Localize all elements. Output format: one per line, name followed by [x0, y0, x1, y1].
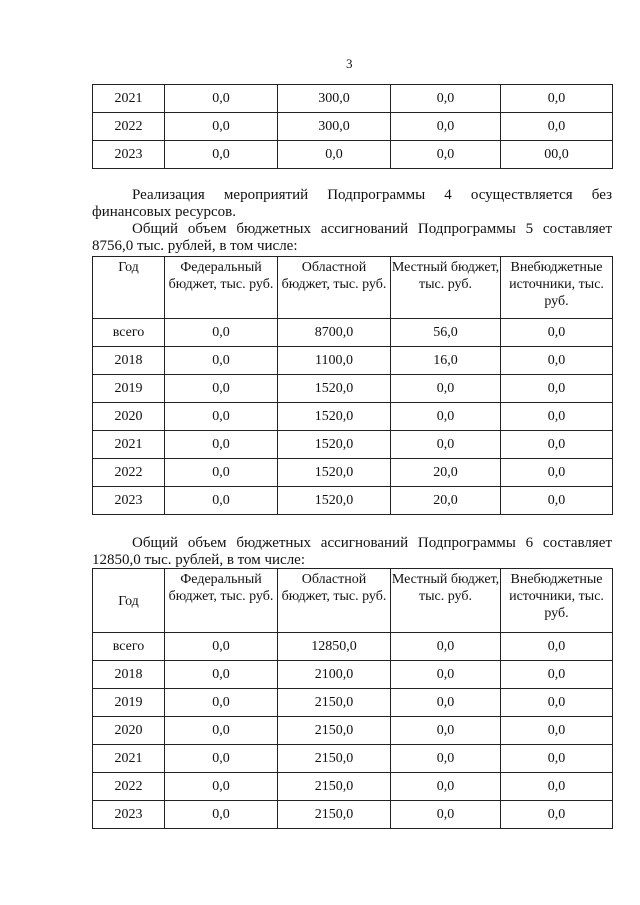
table-cell: 0,0: [501, 633, 613, 661]
table-cell: 1520,0: [278, 459, 391, 487]
header-regional-budget: Областной бюджет, тыс. руб.: [278, 257, 391, 319]
row-year-cell: всего: [93, 319, 165, 347]
table-cell: 0,0: [165, 347, 278, 375]
table-cell: 0,0: [501, 773, 613, 801]
table-cell: 300,0: [278, 85, 391, 113]
table-cell: 0,0: [165, 113, 278, 141]
table-cell: 56,0: [391, 319, 501, 347]
row-year-cell: 2022: [93, 773, 165, 801]
table-cell: 0,0: [391, 431, 501, 459]
table-row: [93, 347, 613, 375]
table-cell: 0,0: [165, 801, 278, 829]
row-year-cell: 2022: [93, 113, 165, 141]
table-cell: 0,0: [165, 403, 278, 431]
paragraph-subprogram-5: Общий объем бюджетных ассигнований Подпрограммы 5 составляет 8756,0 тыс. рублей, в том числе:: [92, 221, 612, 254]
table-row: [93, 689, 613, 717]
table-cell: 16,0: [391, 347, 501, 375]
table2-body: [93, 319, 613, 515]
row-year-cell: 2022: [93, 459, 165, 487]
table-cell: 0,0: [165, 773, 278, 801]
row-year-cell: 2018: [93, 347, 165, 375]
table-cell: 0,0: [391, 717, 501, 745]
header-federal-budget: Федеральный бюджет, тыс. руб.: [165, 257, 278, 319]
table-row: [93, 717, 613, 745]
table-row: [93, 141, 613, 169]
table-cell: 0,0: [391, 403, 501, 431]
table-cell: 0,0: [165, 459, 278, 487]
table-cell: 00,0: [501, 141, 613, 169]
table-row: [93, 773, 613, 801]
row-year-cell: 2020: [93, 717, 165, 745]
table1-body: [93, 85, 613, 169]
table-cell: 0,0: [501, 487, 613, 515]
table-cell: 0,0: [165, 487, 278, 515]
table-cell: 0,0: [391, 141, 501, 169]
row-year-cell: 2021: [93, 85, 165, 113]
table-row: [93, 745, 613, 773]
table-cell: 0,0: [165, 661, 278, 689]
paragraph-subprogram-4: Реализация мероприятий Подпрограммы 4 осуществляется без финансовых ресурсов.: [92, 187, 612, 220]
table-cell: 0,0: [165, 375, 278, 403]
table3-header-row: [93, 569, 613, 633]
row-year-cell: 2019: [93, 375, 165, 403]
table-cell: 0,0: [391, 689, 501, 717]
table-row: [93, 487, 613, 515]
paragraph-subprogram-6: Общий объем бюджетных ассигнований Подпрограммы 6 составляет 12850,0 тыс. рублей, в том числе:: [92, 535, 612, 568]
table-row: [93, 633, 613, 661]
table-cell: 0,0: [165, 85, 278, 113]
table-cell: 0,0: [501, 403, 613, 431]
table-row: [93, 85, 613, 113]
table-cell: 20,0: [391, 459, 501, 487]
table-cell: 2100,0: [278, 661, 391, 689]
row-year-cell: 2021: [93, 431, 165, 459]
row-year-cell: 2018: [93, 661, 165, 689]
table-row: [93, 403, 613, 431]
table-cell: 0,0: [165, 633, 278, 661]
row-year-cell: 2023: [93, 801, 165, 829]
header-year: Год: [93, 569, 165, 633]
table-cell: 0,0: [278, 141, 391, 169]
table-cell: 0,0: [501, 801, 613, 829]
table-row: [93, 113, 613, 141]
table-cell: 2150,0: [278, 773, 391, 801]
table-row: [93, 801, 613, 829]
table-row: [93, 459, 613, 487]
header-extrabudgetary: Внебюджетные источники, тыс. руб.: [501, 257, 613, 319]
row-year-cell: всего: [93, 633, 165, 661]
table-row: [93, 431, 613, 459]
table-cell: 0,0: [501, 347, 613, 375]
table-cell: 12850,0: [278, 633, 391, 661]
table-cell: 0,0: [165, 319, 278, 347]
table-cell: 0,0: [501, 431, 613, 459]
table-cell: 300,0: [278, 113, 391, 141]
table-cell: 0,0: [165, 689, 278, 717]
header-federal-budget: Федеральный бюджет, тыс. руб.: [165, 569, 278, 633]
table-cell: 0,0: [501, 113, 613, 141]
row-year-cell: 2023: [93, 487, 165, 515]
table-cell: 0,0: [501, 661, 613, 689]
table-cell: 0,0: [391, 745, 501, 773]
header-local-budget: Местный бюджет, тыс. руб.: [391, 569, 501, 633]
table-subprogram-6: [92, 568, 613, 829]
table-row: [93, 375, 613, 403]
table-cell: 0,0: [391, 113, 501, 141]
table-cell: 20,0: [391, 487, 501, 515]
table-cell: 0,0: [501, 85, 613, 113]
table-cell: 0,0: [391, 85, 501, 113]
table-cell: 0,0: [501, 745, 613, 773]
table-cell: 0,0: [501, 689, 613, 717]
table-cell: 0,0: [391, 633, 501, 661]
table-cell: 0,0: [501, 717, 613, 745]
table-cell: 2150,0: [278, 801, 391, 829]
table-cell: 1520,0: [278, 431, 391, 459]
table-cell: 0,0: [501, 375, 613, 403]
page-number: 3: [346, 56, 353, 71]
table-cell: 1520,0: [278, 487, 391, 515]
row-year-cell: 2023: [93, 141, 165, 169]
header-regional-budget: Областной бюджет, тыс. руб.: [278, 569, 391, 633]
text-block-1: [92, 187, 612, 255]
table-subprogram-3-continuation: [92, 84, 613, 169]
table-cell: 0,0: [165, 717, 278, 745]
table-cell: 2150,0: [278, 717, 391, 745]
table-cell: 1520,0: [278, 403, 391, 431]
table3-body: [93, 633, 613, 829]
table-cell: 0,0: [501, 459, 613, 487]
table-cell: 0,0: [391, 661, 501, 689]
table-cell: 0,0: [165, 745, 278, 773]
table-cell: 2150,0: [278, 689, 391, 717]
header-year: Год: [93, 257, 165, 319]
table-cell: 1520,0: [278, 375, 391, 403]
table2-header-row: [93, 257, 613, 319]
row-year-cell: 2020: [93, 403, 165, 431]
table-cell: 0,0: [391, 375, 501, 403]
header-local-budget: Местный бюджет, тыс. руб.: [391, 257, 501, 319]
row-year-cell: 2019: [93, 689, 165, 717]
table-cell: 1100,0: [278, 347, 391, 375]
table-cell: 0,0: [391, 773, 501, 801]
table-cell: 2150,0: [278, 745, 391, 773]
row-year-cell: 2021: [93, 745, 165, 773]
table-row: [93, 661, 613, 689]
table-cell: 0,0: [165, 141, 278, 169]
table-row: [93, 319, 613, 347]
header-extrabudgetary: Внебюджетные источники, тыс. руб.: [501, 569, 613, 633]
table-subprogram-5: [92, 256, 613, 515]
table-cell: 0,0: [391, 801, 501, 829]
table-cell: 8700,0: [278, 319, 391, 347]
table-cell: 0,0: [165, 431, 278, 459]
table-cell: 0,0: [501, 319, 613, 347]
text-block-2: [92, 535, 612, 569]
